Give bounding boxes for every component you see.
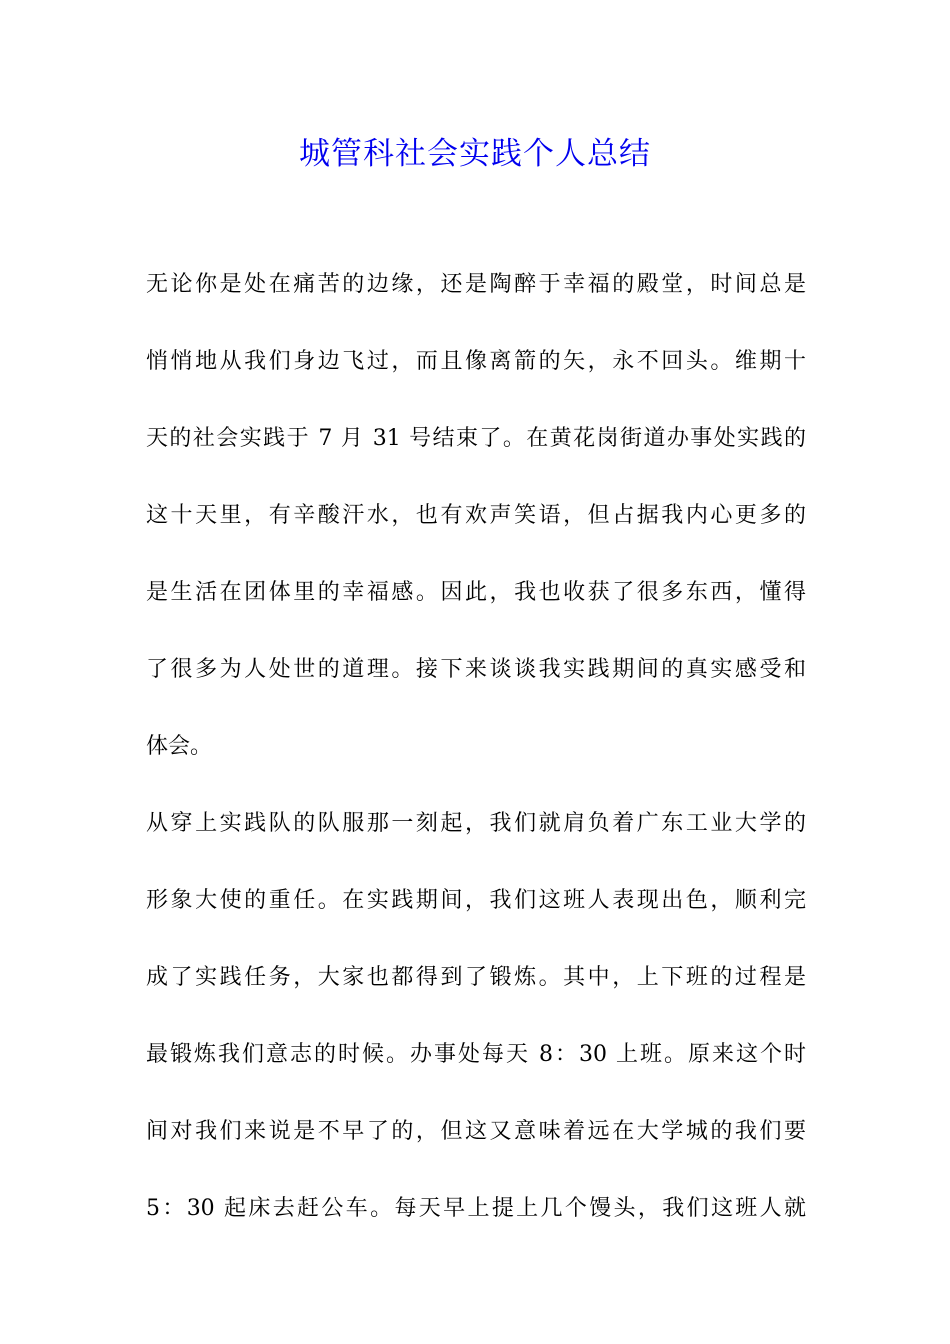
paragraph-1-line-1: 无论你是处在痛苦的边缘，还是陶醉于幸福的殿堂，时间总是 <box>146 272 806 297</box>
paragraph-1-line-7: 体会。 <box>146 734 213 759</box>
document-body <box>146 257 806 1258</box>
paragraph-1-line-2: 悄悄地从我们身边飞过，而且像离箭的矢，永不回头。维期十 <box>146 349 806 374</box>
paragraph-2-line-2: 形象大使的重任。在实践期间，我们这班人表现出色，顺利完 <box>146 888 806 913</box>
paragraph-2-line-6: 5：30 起床去赶公车。每天早上提上几个馒头，我们这班人就 <box>146 1196 806 1221</box>
paragraph-2-line-3: 成了实践任务，大家也都得到了锻炼。其中，上下班的过程是 <box>146 965 806 990</box>
paragraph-2-line-1: 从穿上实践队的队服那一刻起，我们就肩负着广东工业大学的 <box>146 811 806 836</box>
paragraph-2-line-4: 最锻炼我们意志的时候。办事处每天 8：30 上班。原来这个时 <box>146 1042 806 1067</box>
paragraph-1-line-6: 了很多为人处世的道理。接下来谈谈我实践期间的真实感受和 <box>146 657 806 682</box>
paragraph-2-line-5: 间对我们来说是不早了的，但这又意味着远在大学城的我们要 <box>146 1119 806 1144</box>
paragraph-1-line-4: 这十天里，有辛酸汗水，也有欢声笑语，但占据我内心更多的 <box>146 503 806 528</box>
document-title: 城管科社会实践个人总结 <box>299 136 651 172</box>
paragraph-1-line-5: 是生活在团体里的幸福感。因此，我也收获了很多东西，懂得 <box>146 580 806 605</box>
paragraph-1-line-3: 天的社会实践于 7 月 31 号结束了。在黄花岗街道办事处实践的 <box>146 426 806 451</box>
